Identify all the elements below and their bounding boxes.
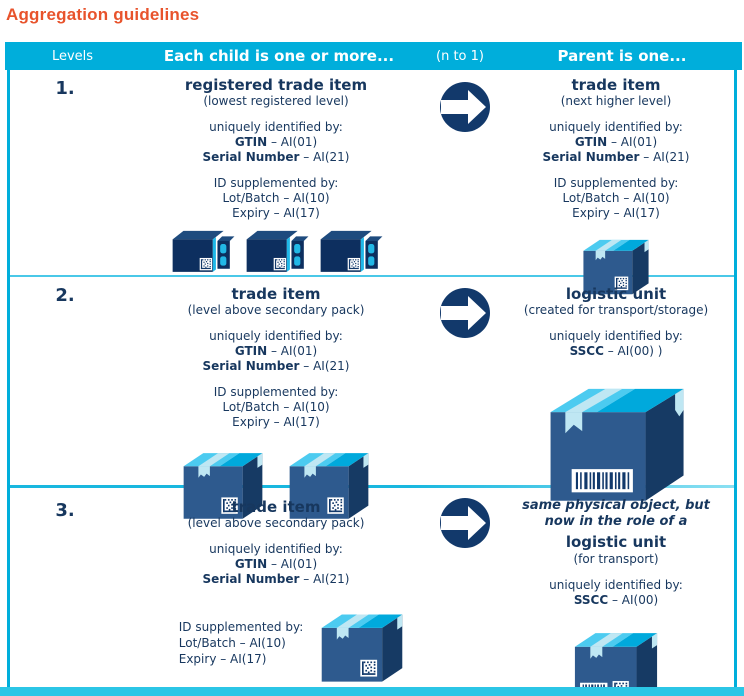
uid-label: uniquely identified by: bbox=[549, 329, 683, 343]
parent-cell bbox=[496, 498, 736, 696]
parent-title: trade item bbox=[571, 76, 661, 94]
parent-title: logistic unit bbox=[565, 285, 667, 303]
child-cell bbox=[136, 285, 416, 522]
child-supplement-and-box bbox=[172, 601, 416, 685]
row-level-3 bbox=[10, 488, 734, 687]
supp-line-expiry: Expiry – AI(17) bbox=[572, 206, 660, 220]
supp-label: ID supplemented by: bbox=[213, 176, 339, 190]
child-subtitle: (level above secondary pack) bbox=[187, 303, 365, 317]
level-number: 2. bbox=[55, 285, 75, 306]
supp-label: ID supplemented by: bbox=[213, 385, 339, 399]
supp-line-lot: Lot/Batch – AI(10) bbox=[222, 400, 330, 414]
circle-arrow-right-icon bbox=[440, 288, 490, 338]
supp-line-expiry: Expiry – AI(17) bbox=[178, 652, 267, 666]
uid-line-gtin: GTIN – AI(01) bbox=[574, 135, 658, 149]
uid-line-sscc: SSCC – AI(00) ) bbox=[569, 344, 663, 358]
supp-line-expiry: Expiry – AI(17) bbox=[232, 415, 320, 429]
row-level-1 bbox=[10, 70, 734, 277]
supp-line-expiry: Expiry – AI(17) bbox=[232, 206, 320, 220]
bottom-band bbox=[0, 687, 744, 696]
uid-line-serial: Serial Number – AI(21) bbox=[202, 150, 350, 164]
supp-label: ID supplemented by: bbox=[553, 176, 679, 190]
child-title: registered trade item bbox=[184, 76, 368, 94]
header-n-to-1: (n to 1) bbox=[436, 48, 484, 64]
child-subtitle: (level above secondary pack) bbox=[187, 516, 365, 530]
child-subtitle: (lowest registered level) bbox=[203, 94, 349, 108]
child-title: trade item bbox=[231, 285, 321, 303]
page-title: Aggregation guidelines bbox=[6, 5, 200, 24]
uid-line-serial: Serial Number – AI(21) bbox=[202, 572, 350, 586]
medicine-pack-icon bbox=[168, 227, 236, 275]
parent-title: logistic unit bbox=[565, 533, 667, 551]
carton-box-datamatrix-icon bbox=[315, 601, 409, 685]
parent-cell bbox=[496, 285, 736, 509]
uid-line-serial: Serial Number – AI(21) bbox=[202, 359, 350, 373]
child-title: trade item bbox=[231, 498, 321, 516]
child-cell bbox=[136, 76, 416, 275]
parent-subtitle: (next higher level) bbox=[560, 94, 672, 108]
uid-line-gtin: GTIN – AI(01) bbox=[234, 344, 318, 358]
uid-label: uniquely identified by: bbox=[549, 578, 683, 592]
level-number: 1. bbox=[55, 78, 75, 99]
medicine-pack-icon bbox=[242, 227, 310, 275]
uid-label: uniquely identified by: bbox=[209, 542, 343, 556]
parent-cell bbox=[496, 76, 736, 301]
row-level-2 bbox=[10, 277, 734, 488]
table-body bbox=[7, 70, 737, 687]
uid-label: uniquely identified by: bbox=[209, 329, 343, 343]
header-levels: Levels bbox=[51, 48, 94, 64]
uid-line-serial: Serial Number – AI(21) bbox=[542, 150, 690, 164]
logistic-box-barcode-datamatrix-icon bbox=[568, 616, 664, 696]
logistic-box-barcode-icon bbox=[542, 372, 690, 505]
supp-line-lot: Lot/Batch – AI(10) bbox=[178, 636, 286, 650]
parent-subtitle: (created for transport/storage) bbox=[523, 303, 709, 317]
circle-arrow-right-icon bbox=[440, 498, 490, 548]
parent-preamble-2: now in the role of a bbox=[544, 514, 688, 529]
uid-label: uniquely identified by: bbox=[549, 120, 683, 134]
header-each-child: Each child is one or more... bbox=[163, 47, 395, 65]
uid-line-gtin: GTIN – AI(01) bbox=[234, 135, 318, 149]
supp-line-lot: Lot/Batch – AI(10) bbox=[562, 191, 670, 205]
medicine-pack-icon bbox=[316, 227, 384, 275]
parent-subtitle: (for transport) bbox=[573, 552, 659, 566]
supp-line-lot: Lot/Batch – AI(10) bbox=[222, 191, 330, 205]
circle-arrow-right-icon bbox=[440, 82, 490, 132]
uid-line-gtin: GTIN – AI(01) bbox=[234, 557, 318, 571]
parent-preamble-1: same physical object, but bbox=[522, 498, 710, 513]
child-cell bbox=[136, 498, 416, 685]
uid-line-sscc: SSCC – AI(00) bbox=[573, 593, 659, 607]
supp-text-block bbox=[179, 619, 304, 667]
uid-label: uniquely identified by: bbox=[209, 120, 343, 134]
child-items-illustration bbox=[136, 227, 416, 275]
header-parent: Parent is one... bbox=[557, 47, 687, 65]
supp-label: ID supplemented by: bbox=[178, 620, 304, 634]
table-header bbox=[5, 42, 742, 70]
level-number: 3. bbox=[55, 500, 75, 521]
